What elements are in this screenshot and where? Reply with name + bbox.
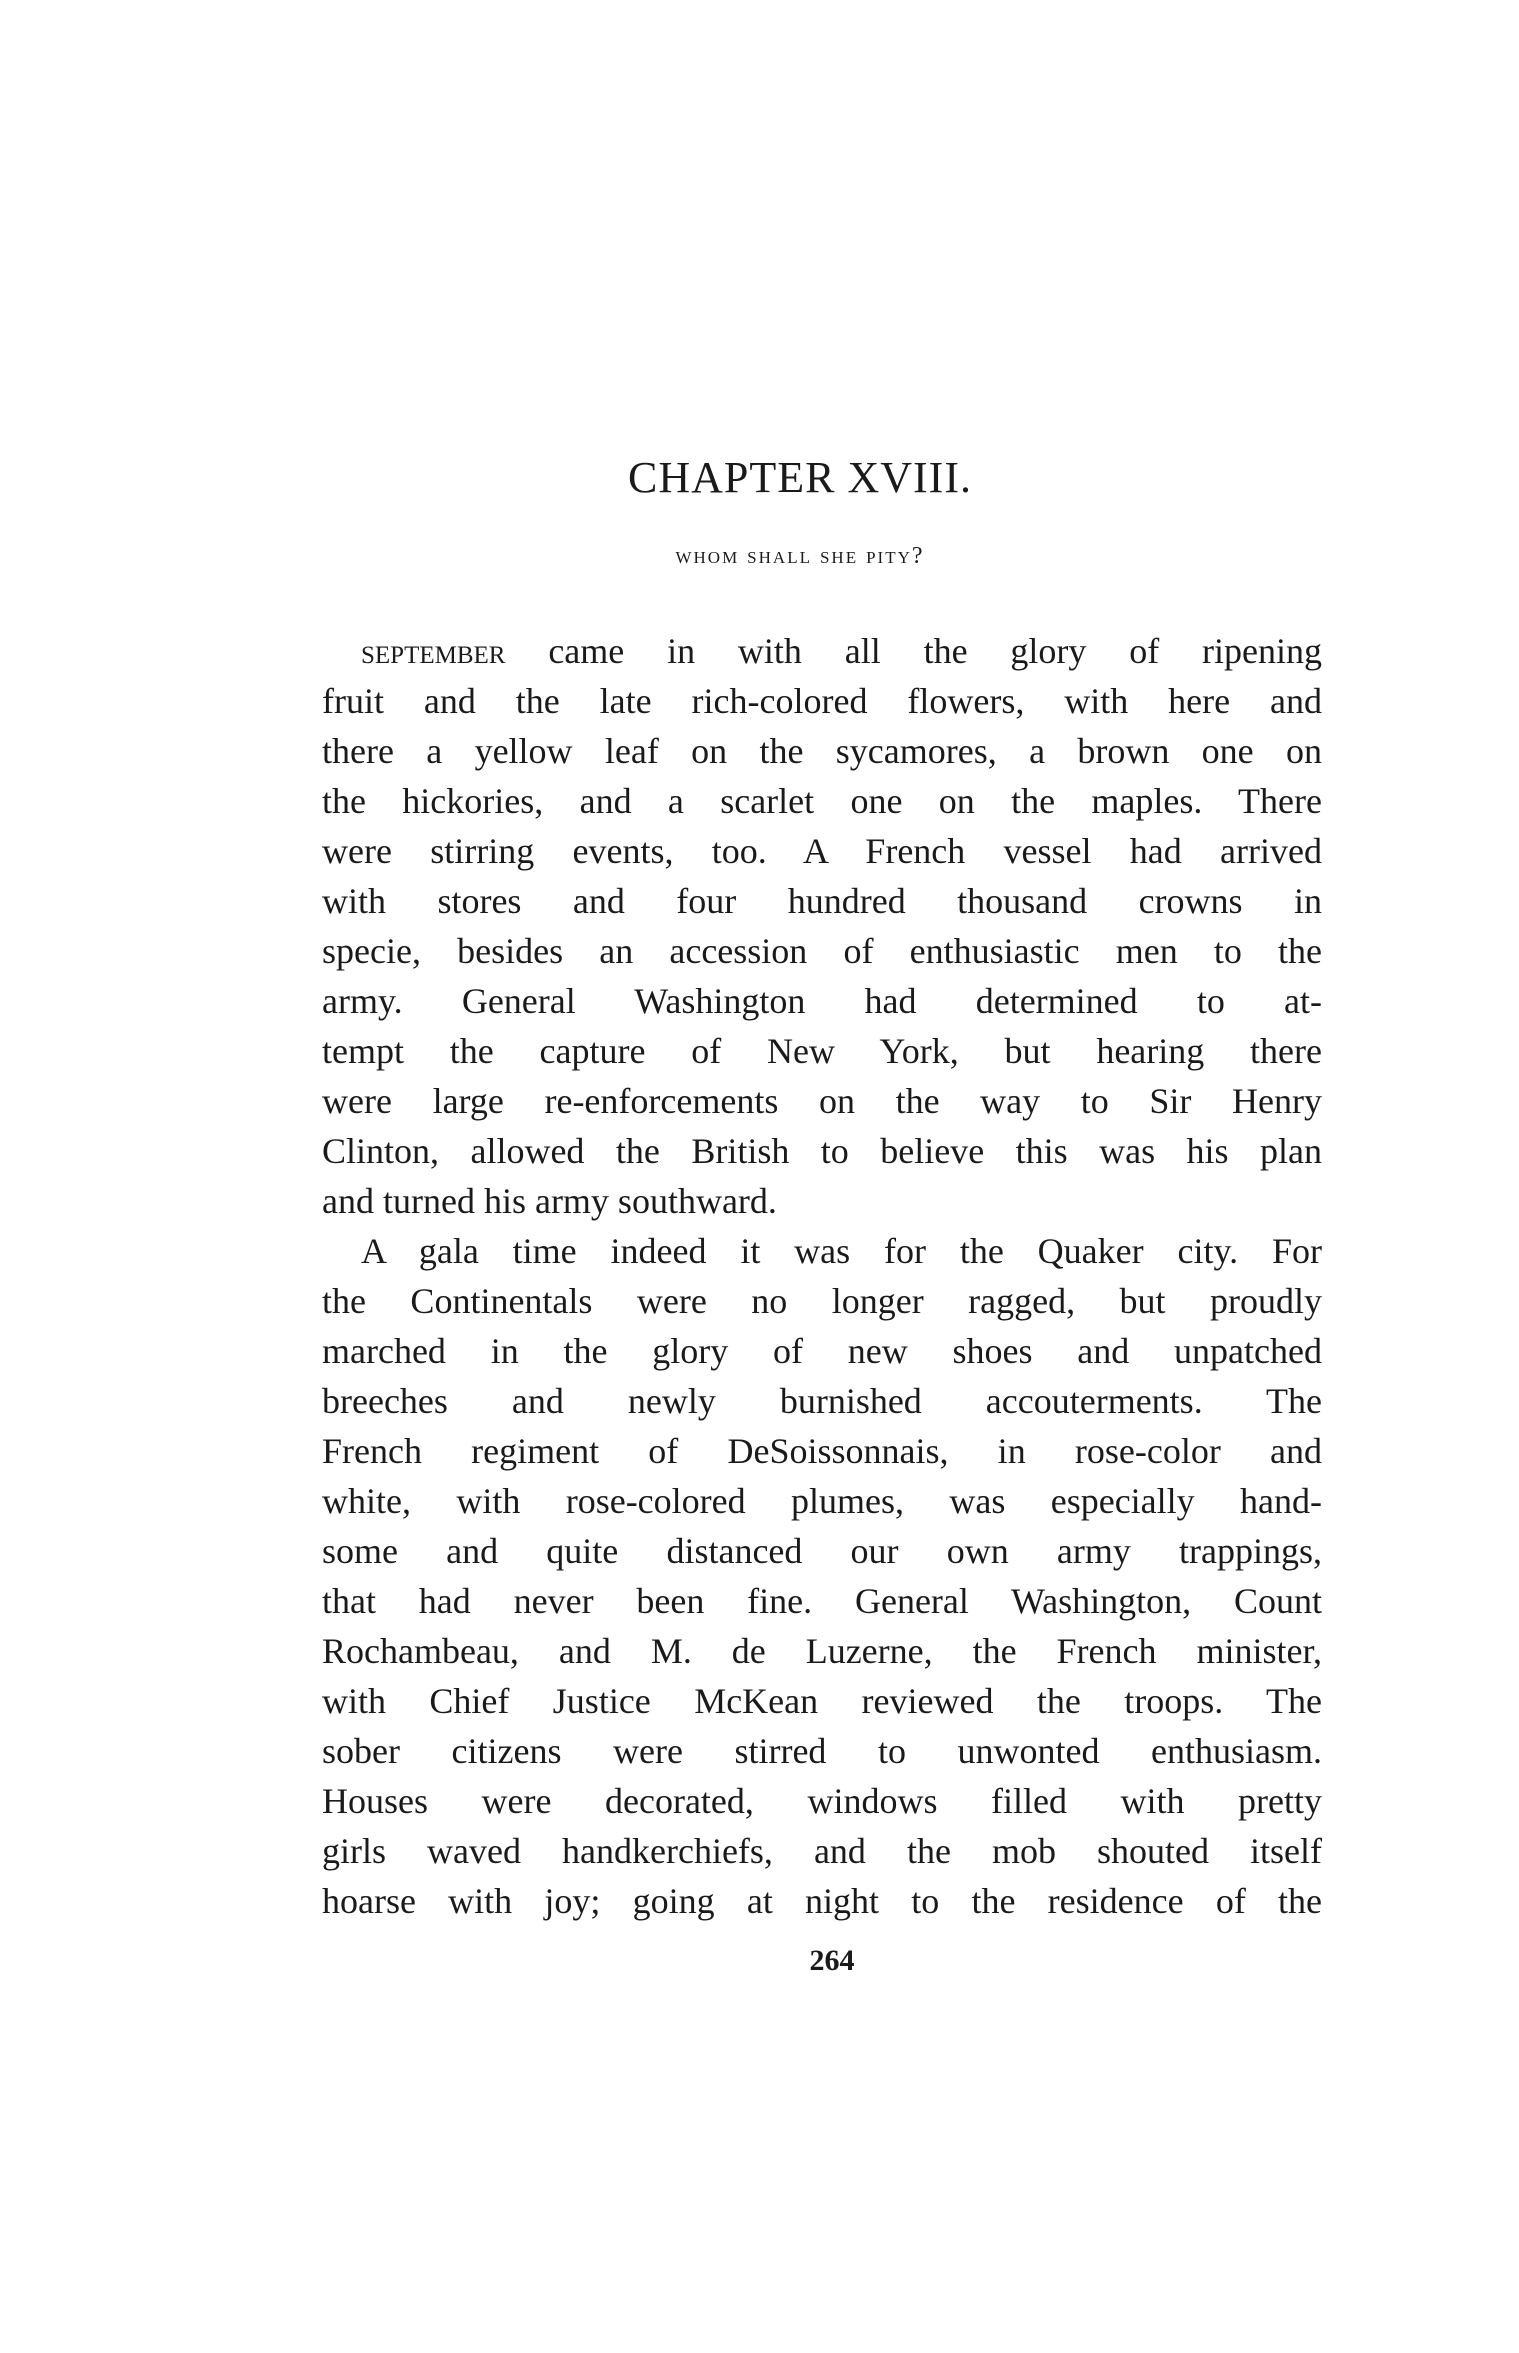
text-line: girls waved handkerchiefs, and the mob shouted itself xyxy=(322,1831,1322,1871)
chapter-title: CHAPTER XVIII. xyxy=(628,453,972,502)
text-line: army. General Washington had determined to at- xyxy=(322,981,1322,1021)
text-line: sober citizens were stirred to unwonted enthusiasm. xyxy=(322,1731,1322,1771)
lead-word: september xyxy=(361,631,506,671)
text-line: Clinton, allowed the British to believe this was his plan xyxy=(322,1131,1322,1171)
text-line: with Chief Justice McKean reviewed the troops. The xyxy=(322,1681,1322,1721)
paragraph-1 xyxy=(322,626,1322,1226)
body-text xyxy=(322,626,1322,1926)
text-line: French regiment of DeSoissonnais, in rose-color and xyxy=(322,1431,1322,1471)
text-line: Rochambeau, and M. de Luzerne, the French minister, xyxy=(322,1631,1322,1671)
text-line: tempt the capture of New York, but hearing there xyxy=(322,1031,1322,1071)
text-line: the Continentals were no longer ragged, but proudly xyxy=(322,1281,1322,1321)
text-line: the hickories, and a scarlet one on the maples. There xyxy=(322,781,1322,821)
text-line: and turned his army southward. xyxy=(322,1181,777,1221)
text-line: A gala time indeed it was for the Quaker city. For xyxy=(361,1231,1322,1271)
page-number: 264 xyxy=(809,1944,855,1977)
chapter-subtitle: whom shall she pity? xyxy=(675,543,925,569)
text-line: white, with rose-colored plumes, was especially hand- xyxy=(322,1481,1322,1521)
text-line: were large re-enforcements on the way to Sir Henry xyxy=(322,1081,1322,1121)
text-line: some and quite distanced our own army trappings, xyxy=(322,1531,1322,1571)
text-line: there a yellow leaf on the sycamores, a brown one on xyxy=(322,731,1322,771)
text-line xyxy=(322,626,1322,676)
text-line: with stores and four hundred thousand crowns in xyxy=(322,881,1322,921)
text-line: that had never been fine. General Washington, Count xyxy=(322,1581,1322,1621)
text-line: marched in the glory of new shoes and unpatched xyxy=(322,1331,1322,1371)
text-line: fruit and the late rich-colored flowers, with here and xyxy=(322,681,1322,721)
text-line: were stirring events, too. A French vessel had arrived xyxy=(322,831,1322,871)
text-line-rest: came in with all the glory of ripening xyxy=(505,631,1322,671)
text-line: hoarse with joy; going at night to the residence of the xyxy=(322,1881,1322,1921)
text-line: specie, besides an accession of enthusiastic men to the xyxy=(322,931,1322,971)
text-line: breeches and newly burnished accouterments. The xyxy=(322,1381,1322,1421)
paragraph-2 xyxy=(322,1226,1322,1926)
text-line: Houses were decorated, windows filled with pretty xyxy=(322,1781,1322,1821)
